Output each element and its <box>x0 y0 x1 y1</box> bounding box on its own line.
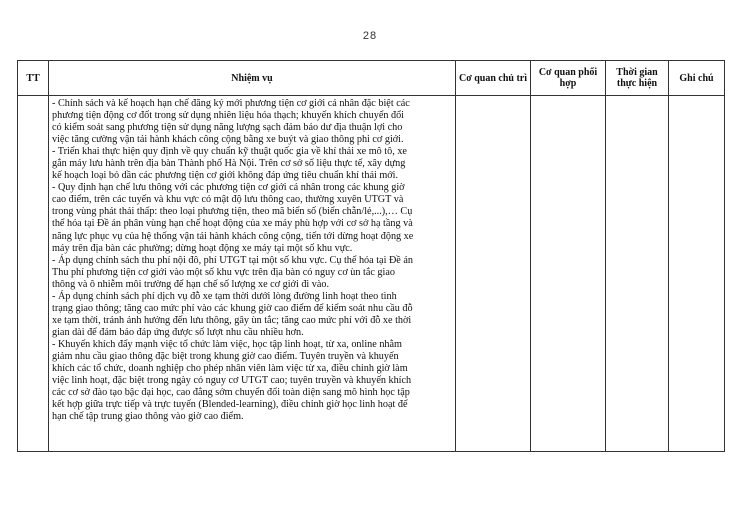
task-cell <box>49 96 456 452</box>
task-paragraph-1: - Chính sách và kế hoạch hạn chế đăng ký mới phương tiện cơ giới cá nhân đặc biệt các phương tiện động cơ đốt trong sử dụng nhiên liệu hóa thạch; khuyến khích chuyển đổi có kiểm soát sang phương tiện sử dụng năng lượng sạch đảm bảo dư địa thuận lợi cho việc tăng cường vận tải hành khách công cộng bằng xe buýt và giao thông phi cơ giới. <box>52 98 410 146</box>
lead-agency-cell <box>456 96 531 452</box>
header-lead-agency: Cơ quan chủ trì <box>456 61 531 96</box>
page-number: 28 <box>362 30 378 42</box>
task-table <box>17 60 725 452</box>
task-paragraph-2: - Triển khai thực hiện quy định về quy chuẩn kỹ thuật quốc gia về khí thải xe mô tô, xe gắn máy lưu hành trên địa bàn Thành phố Hà Nội. Trên cơ sở số liệu thực tế, xây dựng kế hoạch loại bỏ dần các phương tiện cơ giới không đáp ứng tiêu chuẩn khí thải mới. <box>52 146 407 182</box>
task-paragraph-3: - Quy định hạn chế lưu thông với các phương tiện cơ giới cá nhân trong các khung giờ cao điểm, trên các tuyến và khu vực có mật độ lưu thông cao, thường xuyên UTGT và trong vùng phát thải thấp: theo loại phương tiện, theo mã biển số (biển chẵn/lẻ,...),… Cụ thể hóa tại Đề án phân vùng hạn chế hoạt động của xe máy phù hợp với cơ sở hạ tầng và năng lực phục vụ của hệ thống vận tải hành khách công cộng, tiến tới dừng hoạt động xe máy trên địa bàn các phường; dừng hoạt động xe máy tại một số khu vực. <box>52 182 414 254</box>
table-row <box>18 96 725 452</box>
coordinating-agency-cell <box>531 96 606 452</box>
header-timeline: Thời gian thực hiện <box>606 61 669 96</box>
tt-cell <box>18 96 49 452</box>
table-header-row <box>18 61 725 96</box>
notes-cell <box>669 96 725 452</box>
header-coordinating-agency: Cơ quan phối hợp <box>531 61 606 96</box>
task-paragraph-5: - Áp dụng chính sách phí dịch vụ đỗ xe tạm thời dưới lòng đường linh hoạt theo tình trạng giao thông; tăng cao mức phí vào các khung giờ cao điểm để kiểm soát nhu cầu đỗ xe tạm thời, tránh ảnh hưởng đến lưu thông, gây ùn tắc; tăng cao mức phí với đỗ xe thời gian dài để đảm bảo đáp ứng được số lượt nhu cầu nhiều hơn. <box>52 290 413 338</box>
header-task: Nhiệm vụ <box>49 61 456 96</box>
task-paragraph-4: - Áp dụng chính sách thu phí nội đô, phí UTGT tại một số khu vực. Cụ thể hóa tại Đề án Thu phí phương tiện cơ giới vào một số khu vực trên địa bàn có nguy cơ ùn tắc giao thông và ô nhiễm môi trường để hạn chế số lượng xe cơ giới đi vào. <box>52 254 413 290</box>
header-tt: TT <box>18 61 49 96</box>
task-paragraph-6: - Khuyến khích đẩy mạnh việc tổ chức làm việc, học tập linh hoạt, từ xa, online nhằm giảm nhu cầu giao thông đặc biệt trong khung giờ cao điểm. Tuyên truyền và khuyến khích các tổ chức, doanh nghiệp cho phép nhân viên làm việc từ xa, điều chỉnh giờ làm việc linh hoạt, đặc biệt trong ngày có nguy cơ UTGT cao; tuyên truyền và khuyến khích các cơ sở đào tạo bậc đại học, cao đẳng sớm chuyển đổi toàn diện sang mô hình học tập kết hợp giữa trực tiếp và trực tuyến (Blended-learning), điều chỉnh giờ học linh hoạt để hạn chế tập trung giao thông vào giờ cao điểm. <box>52 338 412 423</box>
header-notes: Ghi chú <box>669 61 725 96</box>
timeline-cell <box>606 96 669 452</box>
